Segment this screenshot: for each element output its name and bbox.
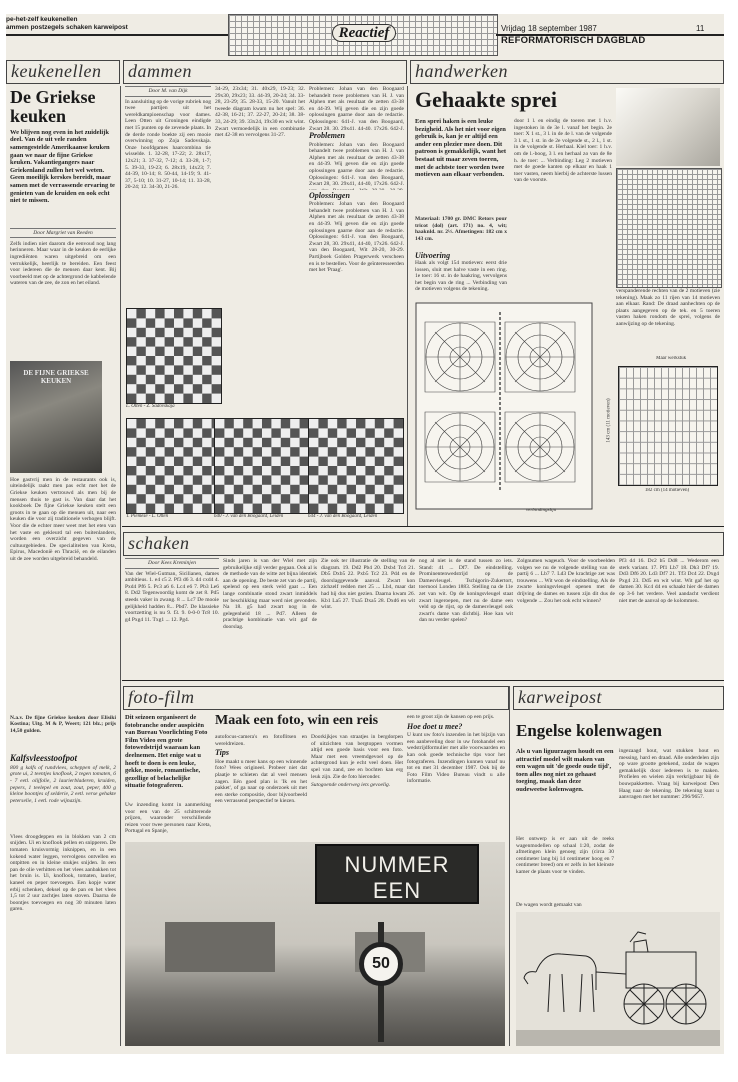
needlework-section-title: handwerken <box>415 61 508 81</box>
photo-tips: Hoe maakt u meer kans op een winnende foto? Wees origineel. Probeer niet dat plaatje te schieten dat al veel mensen zagen. Eén goed plan is 'Ik en het pakket', of ga naar op onderzoek uit met een sterke compositie, door bijvoorbeeld een verrassend perspectief te kiezen. <box>215 758 307 805</box>
how-heading: Hoe doet u mee? <box>407 721 463 731</box>
checkers-caption-2: T. Piemese - L. Otten <box>126 514 169 519</box>
photo-col2 <box>215 734 307 838</box>
chart-height-holder <box>602 366 614 484</box>
crochet-pattern-chart <box>616 168 722 288</box>
paper-name: REFORMATORISCH DAGBLAD <box>501 35 646 46</box>
page-number: 11 <box>696 24 705 33</box>
oddjobs-lead: Als u van liguurzagen houdt en een attractief model wilt maken van een wagen uit 'de goede oude tijd', toen alles nog niet zo gehaast toeging, maak dan deze oudeweetse kolenwagen. <box>516 748 614 793</box>
oddjobs-col1: Het ontwerp is er aan uit de reeks wagenmodellen op schaal 1:20, zodat de afmetingen klein genoeg zijn (circa 30 centimeter lang bij 14 centimeter hoog en 7 centimeter breed) om er zelfs in het kleinste kamer de plaats voor te vinden. <box>516 836 614 875</box>
recipe-body: Vlees droogdeppen en in blokken van 2 cm snijden. Ui en knoflook pellen en snipperen. De tomaten kruisvormig inknippen, en in een kokend water leggen, vervolgens ontvellen en ontpitten en in kleine stukjes snijden. In een pan de olie verhitten en het vlees aanbakken tot het bruin is. Ui, knoflook, tomaten, laurier, kaneel en peper toevoegen. Een kopje water erbij schenken, deksel op de pan en het vlees 1,5 tot 2 uur zachtjes laten stoven. Daarna de boontjes toevoegen en nog 30 minuten laten garen. <box>10 833 116 913</box>
problems-heading: Problemen <box>309 131 345 140</box>
needlework-col3: door 1 l. en eindig de toeren met 1 h.v. ingestoken in de 3e l. vanaf het begin. 2e toer: X 1 st., 3 l. in de 4e l. van de volgende 3 l. st., 1 st. in de 2e volgende st., 2 l., 1 st. in de volgende st. Herhaal. Kiel toer: 1 h.v. om de l.-boog, 3 l. en herhaal zo van de 8e h. 4e toer: ... Verbinding: Leg 2 motieven met de goede kanten op elkaar en haak 1 toer vasten, neem hierbij de achterste lussen van de voorste. <box>514 118 612 184</box>
checkers-byline: Door M. van Dijk <box>125 86 211 97</box>
kitchen-column-divider <box>120 86 121 1046</box>
needlework-execution: Haak als volgt 154 motieven: eerst drie lossen, sluit met halve vaste in een ring. 1e toer: 16 st. in de haakring, vervolgens het begin van de ring ... Verbinding van de motieven volgens de tekening. <box>415 260 507 293</box>
photo-section-header <box>123 686 509 710</box>
needlework-title: Gehaakte sprei <box>415 88 557 112</box>
masthead-topics <box>6 16 176 34</box>
masthead-topics-line2: ammen postzegels schaken karweipost <box>6 24 128 31</box>
photo-col2-text: autofocus-camera's en fotoflitsen en wereldreizen. <box>215 734 307 747</box>
chart-label: Maar werkstuk <box>656 356 687 361</box>
oddjobs-col1-end: De wagen wordt gemaakt van <box>516 902 582 908</box>
checkers-board-2 <box>126 418 222 514</box>
oddjobs-section-header <box>513 686 724 710</box>
photo-col4-text: een te groot zijn de kansen op een prijs. <box>407 714 495 720</box>
execution-heading: Uitvoering <box>415 251 451 260</box>
coal-wagon-drawing <box>516 912 720 1046</box>
kitchen-article <box>10 88 116 1043</box>
village-photo <box>125 842 505 1046</box>
tips-heading: Tips <box>215 748 229 758</box>
checkers-col3-text-c: Problemen: Johan van den Boogaard behandelt twee problemen van H. J. van Alphen met als resultaat de zetten 43-38 en 44-39. Wij geven die en zijn goede oplossingen gaarne door aan de redactie. Oplossingen: 641-J. van den Boogaard, Zwart 28, 30. 29x41, 44-40, 17x26. 642-J. van den Boogaard, Wit 28-20, 30-29. Partijboek Golden Pragerwerk verscheen en is te bestellen. Voor de geïnteresseerden met het 'Praag'. <box>309 201 404 274</box>
checkers-divider <box>407 86 408 526</box>
needlework-materials: Materiaal: 1700 gr. DMC Retors pour tricot (dol) (art. 171) no. 4, wit; haaknld. nr. 2½. Afmetingen: 182 cm x 143 cm. <box>415 216 507 242</box>
chess-col6: Pf3 d4 16. Dc2 b5 Dd8 ... Wederom een sterk variant. 17. Pf1 Lb7 18. Dh3 Df7 19. Dd3 Df6 20. Ld3 Df7 21. Tf3 Dc4 22. Dxg4 Pxg4 23. Dd5 en wit wint. Wit gaf het op damen 30. Kc4 d4 en schaakt hier de damen op 3-6 het verdere. Veel aandacht verdient niet met de aanval op de kolommen. <box>619 558 719 604</box>
checkers-board-3 <box>214 418 310 514</box>
recipe-title: Kalfsvleesstoofpot <box>10 752 77 763</box>
recipe-ingredients: 800 g kalfs of rundvlees, scheppen of melk, 2 grote ui, 2 teentjes knoflook, 2 tegen tomaten, 6 - 7 eetl. olijfolie, 2 laurierbladeren, kruiden, pepers, 1 teelepel en zout, zout, peper, 400 g kleine boontjes of selderie, 2 eetl. verse gehakte peterselie, 1 eetl. rode wijnazijn. <box>10 764 116 804</box>
checkers-col1 <box>125 86 211 304</box>
masthead-rule-left <box>6 34 228 36</box>
checkers-col3-text-b: Problemen: Johan van den Boogaard behandelt twee problemen van H. J. van Alphen met als resultaat de zetten 43-38 en 44-39. Wij geven die en zijn goede oplossingen gaarne door aan de redactie. Oplossingen: 641-J. van den Boogaard, Zwart 28, 30. 29x41, 44-40, 17x26. 642-J. <box>309 141 404 188</box>
sprei-layout-chart <box>618 366 718 486</box>
checkers-col1-text: In aansluiting op de vorige rubriek nog twee partijen uit het wereldkampioenschap voor dames. Leen Otten uit Groningen eindigde met 15 punten op de zevende plaats. In de derde ronde boekte zij een mooie overwinning op Zoja Sadovskaja. Onze hoofdgames haarcombina tie wisselde. 1. 32-28, 17-22; 2. 28x17, 12x21; 3. 37-32, 7-12; 4. 33-28, 1-7; 5. 39-33, 19-23; 6. 28x19, 14x23; 7. 44-39, 10-14; 8. 50-44, 14-19; 9. 41-37, 5-10; 10. 31-27, 10-14; 11. 33-28, 20-24; 12. 34-30, 21-26. <box>125 98 211 191</box>
kitchen-intro: We blijven nog even in het zuidelijk deel. Van de uit vele randen samengestelde Amerikaanse keuken gaan we naar de fijne Griekse keuken. Vakantiegangers naar Griekenland zullen het wel weten. Geen moeilijk kerskes bereidt, maar samen met de verrassende ervaring te genieten van de kruiden en ook echt niet te missen. <box>10 128 115 205</box>
photo-col1: Uw inzending komt in aanmerking voor een van de 25 schitterende prijzen, waaronder verschillende reizen voor twee personen naar Kreta, Portugal en Spanje, <box>125 802 211 835</box>
kitchen-title: De Griekse keuken <box>10 88 96 126</box>
checkers-col3 <box>309 86 404 304</box>
chess-col2: Sinds jaren is van der Wiel met zijn gebruikelijke stijl verder gegaan. Ook al is de methode van de witte zet bijna identiek aan de opening. De beste zet van de partij, spelend op een sterk veld gaat ... Een lange combinatie stond zwart inmiddels ter beschikking maar werd niet gevonden. Na 18. g5 had zwart nog in de gelegenheid 18 ... Pd7. Alleen de prachtige kombinatie van wit gaf de doorslag. <box>223 558 317 630</box>
chess-section-header <box>123 532 724 556</box>
masthead-logo-text: Reactief <box>332 24 397 42</box>
needlework-col4: verspanderende rechten van de 2 motieven (zie tekening). Maak zo 11 rijen van 14 motieven aan elkaar. Rand: De draad aanhechten op de plaats aangegeven op de tek. en 5 toeren vasten haken rondom de sprei, volgens de aanwijzing op de tekening. <box>616 288 720 327</box>
town-sign-name: NUMMER EEN <box>344 852 450 903</box>
checkers-caption-3: 640 - J. van den Boogaard, Leiden <box>214 514 284 519</box>
chess-col3: Zie ook ter illustratie de stelling van de diagram. 19. Dd2 Pb4 20. Dxb4 Tc4 21. Db5 Dxb5 22. Pxb5 Tc2 23. Pd4 en de doorslaggevende aanval. Zwart kon zichzelf redden met 25 ... Lb4, maar dat had hij dus niet gezien. Daarna kwam 26. Kb1 La5 27. Txa5 Dxa5 28. Dxd6 en wit wint. <box>321 558 415 611</box>
lower-rule <box>122 680 724 681</box>
speed-limit-sign <box>359 942 403 986</box>
chess-col4: nog al niet is de stand tussen zo iets. Stand: 41 ... Df7. De eindstelling. Prominentenwedstrijd op de Damesvleugel. Tschigorin-Zukertort, toernooi Londen 1883. Stelling na de 11e zet van wit. Op de koningsvleugel staat zwart ingeroepen, met nu de dame een veld op de rijst, op de damesvleugel ook zwart's dame van dichtbij. Hoe kan wit dan nu verder spelen? <box>419 558 513 624</box>
book-info: N.a.v. De fijne Griekse keuken door Elisiki Kostina; Uitg. M & P, Weert; 121 blz.; prijs 14,50 gulden. <box>10 714 116 734</box>
photo-col3-text: Doorkijkjes van straatjes in bergdorpen of uitzichten van bergtoppen vormen altijd een goede basis voor een foto. Maar met een vreemdgevoel op de achtergrond kun je echt veel doen. Het spel van zand, zee en bochten kan erg leuk zijn. Zie de foto hieronder. <box>311 734 403 780</box>
photo-title: Maak een foto, win een reis <box>215 714 379 728</box>
crochet-motif-diagram <box>415 302 593 516</box>
photo-how: U kunt uw foto's inzenden in het bijzijn van een aanbeveling door in uw fotohandel een wedstrijdformulier met alle voorwaarden en kan ook goede technische tips voor het fotograferen. Inzendingen kunnen vanaf nu tot en met 31 december 1987. Ook bij de Foto Film Video Bureau vindt u alle informatie. <box>407 732 505 785</box>
checkers-caption-1: L. Otten - Z. Sadovskaja <box>126 404 175 409</box>
needlework-lead: Een sprei haken is een leuke bezigheid. Als het niet voor eigen gebruik is, kan je er altijd een ander een plezier mee doen. Dit patroon is gemakkelijk, want het bestaat uit maar zeven toeren, met de achtste toer worden twee motieven aan elkaar verbonden. <box>415 118 507 179</box>
checkers-col2: 34-29, 23x34; 31. 40x29, 19-23; 32. 29x30, 29x23; 33. 44-39, 20-24; 34. 33-28, 23-29; 35. 28-33, 15-20. Vanuit het tweede diagram kwam nu het spel: 36. 42-38, 16-21; 37. 22-27, 20-24; 38. 38-33, 24-29; 39. 33x24, 19x30 en wit wint. Zwart vermoedelijk in een combinatie met 42-38 en vervolgens 31-27. <box>215 86 305 139</box>
book-cover-image <box>10 361 102 473</box>
chess-byline: Door Kees Kreminjen <box>125 558 219 569</box>
diagram-join-label: verbindingslijn <box>526 508 557 513</box>
kitchen-section-header <box>6 60 120 84</box>
crochet-photo <box>616 88 720 166</box>
middle-rule <box>122 526 724 527</box>
checkers-board-1 <box>126 308 222 404</box>
checkers-section-title: dammen <box>128 61 192 81</box>
masthead-logo <box>304 24 424 46</box>
masthead-rule-right <box>496 34 724 36</box>
checkers-board-4 <box>308 418 404 514</box>
checkers-caption-4: 644 - J. van den Boogaard, Leiden <box>308 514 378 519</box>
town-sign <box>315 844 479 904</box>
kitchen-byline: Door Margriet van Reeden <box>10 228 116 238</box>
issue-date: Vrijdag 18 september 1987 <box>501 24 597 33</box>
photo-houses <box>165 922 275 972</box>
photo-section-title: foto-film <box>128 687 195 707</box>
chess-col5: Zolgnumen wageuch. Voor de voorbeelden volgen we nu de volgende stelling van de partij 6 ... Lb7 7. Ld3 De krachtige zet was trouwens ... Wit won de eindstelling. Als de zwarte koningsvleugel openen met de drijving de dames en tussen zijn dit dus de volgende ... Zou het ook echt winnen? <box>517 558 615 604</box>
kitchen-body: Zelfs indien niet daarom die eenvoud nog lang herinneren. Maar waar in de keuken de eerlijke ingrediënten waren uitgebreid om een verrukkelijk, heerlijk te bereiden. Een feest voor iedereen die de mensen daar kent. Bij voorbeeld met op de achtergrond de kabbelende wateren van de zee, de zon en het eiland. <box>10 240 116 287</box>
chart-width-label: 182 cm (14 motieven) <box>644 488 690 493</box>
oddjobs-title: Engelse kolenwagen <box>516 722 662 740</box>
kitchen-section-title: keukenellen <box>11 61 102 81</box>
chess-col1 <box>125 558 219 676</box>
book-cover-title: DE FIJNE GRIEKSE KEUKEN <box>23 368 89 385</box>
oddjobs-section-title: karweipost <box>518 687 602 707</box>
photo-col3 <box>311 734 403 838</box>
photo-col4 <box>407 714 505 838</box>
chess-col1-text: Van der Wiel-Gutman, Sicilianen, dames ambitieus. 1. e4 c5 2. Pf3 d6 3. d4 cxd4 4. Pxd4 Pf6 5. Pc3 a6 6. Lc4 e6 7. Pb3 Le6 8. Dd2 Tegenwoordig komt de zet 8. Pd5 steeds vaker in zwang. 8 ... Lc7 De mooie gelijkheid hadden 8... Pbd7. De klassieke voortzetting is nu 9. f3. 9. 0-0-0 Tc8 10. g4 Pxg4 11. Txg1 ... 12. Pg4. <box>125 570 219 623</box>
chart-height-label: 143 cm (11 motieven) <box>606 398 612 443</box>
kitchen-body2: Hoe gastvrij men in de restaurants ook is, uiteindelijk raakt men pas echt met het de Griekse keuken vertrouwd als men bij de mensen thuis te gast is. Van daar dat het kookboek De fijne Griekse keuken stelt een groots in te gaan op die menuen uit, naar een keuken die voor zij traditionele verhogen blijft. Voor die de echter meer weet met het eten van het vaste en gekleurd tal een buitenlanders, worden een overzicht gegeven van de cultuurgebieden. De specialiteiten van Kreta, Epirus, Macedonië en Thracië, en de eilanden uit de zee worden uitgebreid behandeld. <box>10 476 116 562</box>
chess-section-title: schaken <box>128 533 190 553</box>
newspaper-page <box>6 14 724 1054</box>
needlework-section-header <box>410 60 724 84</box>
checkers-col3-text: Problemen: Johan van den Boogaard behandelt twee problemen van H. J. van Alphen met als resultaat de zetten 43-38 en 44-39. Wij geven die en zijn goede oplossingen gaarne door aan de redactie. Oplossingen: 641-J. van den Boogaard, Zwart 28, 30. 29x41, 44-40, 17x26. 642-J. <box>309 86 404 130</box>
solutions-heading: Oplossingen <box>309 190 350 200</box>
photo-divider <box>509 686 510 1046</box>
masthead-topics-line1: pe-het-zelf keukenellen <box>6 16 78 23</box>
speed-limit-value: 50 <box>372 955 390 972</box>
photo-lead: Dit seizoen organiseert de fotobranche onder auspiciën van Bureau Voorlichting Foto Film Video een grote fotowedstrijd waaraan kan deelnemen. Het enige wat u hoeft te doen is een leuke, gekke, mooie, romantische, gezellige of belachelijke situatie fotograferen. <box>125 714 208 790</box>
oddjobs-col2: ingezaagd hout, wat stukken hout en messing, hard en draad. Alle onderdelen zijn op ware grootte getekend, zodat de wagen gemakkelijk door iedereen is te maken. Profielen en wielen zijn verkrijgbaar bij de bouwpakketten. Vraag bij karweipost Den Haag naar de tekening. De tekening kunt u aanvragen met het nummer: 296/9657. <box>619 748 719 801</box>
checkers-section-header <box>123 60 407 84</box>
photo-caption: Sutogoende onderweg iets gevoelig. <box>311 782 391 789</box>
